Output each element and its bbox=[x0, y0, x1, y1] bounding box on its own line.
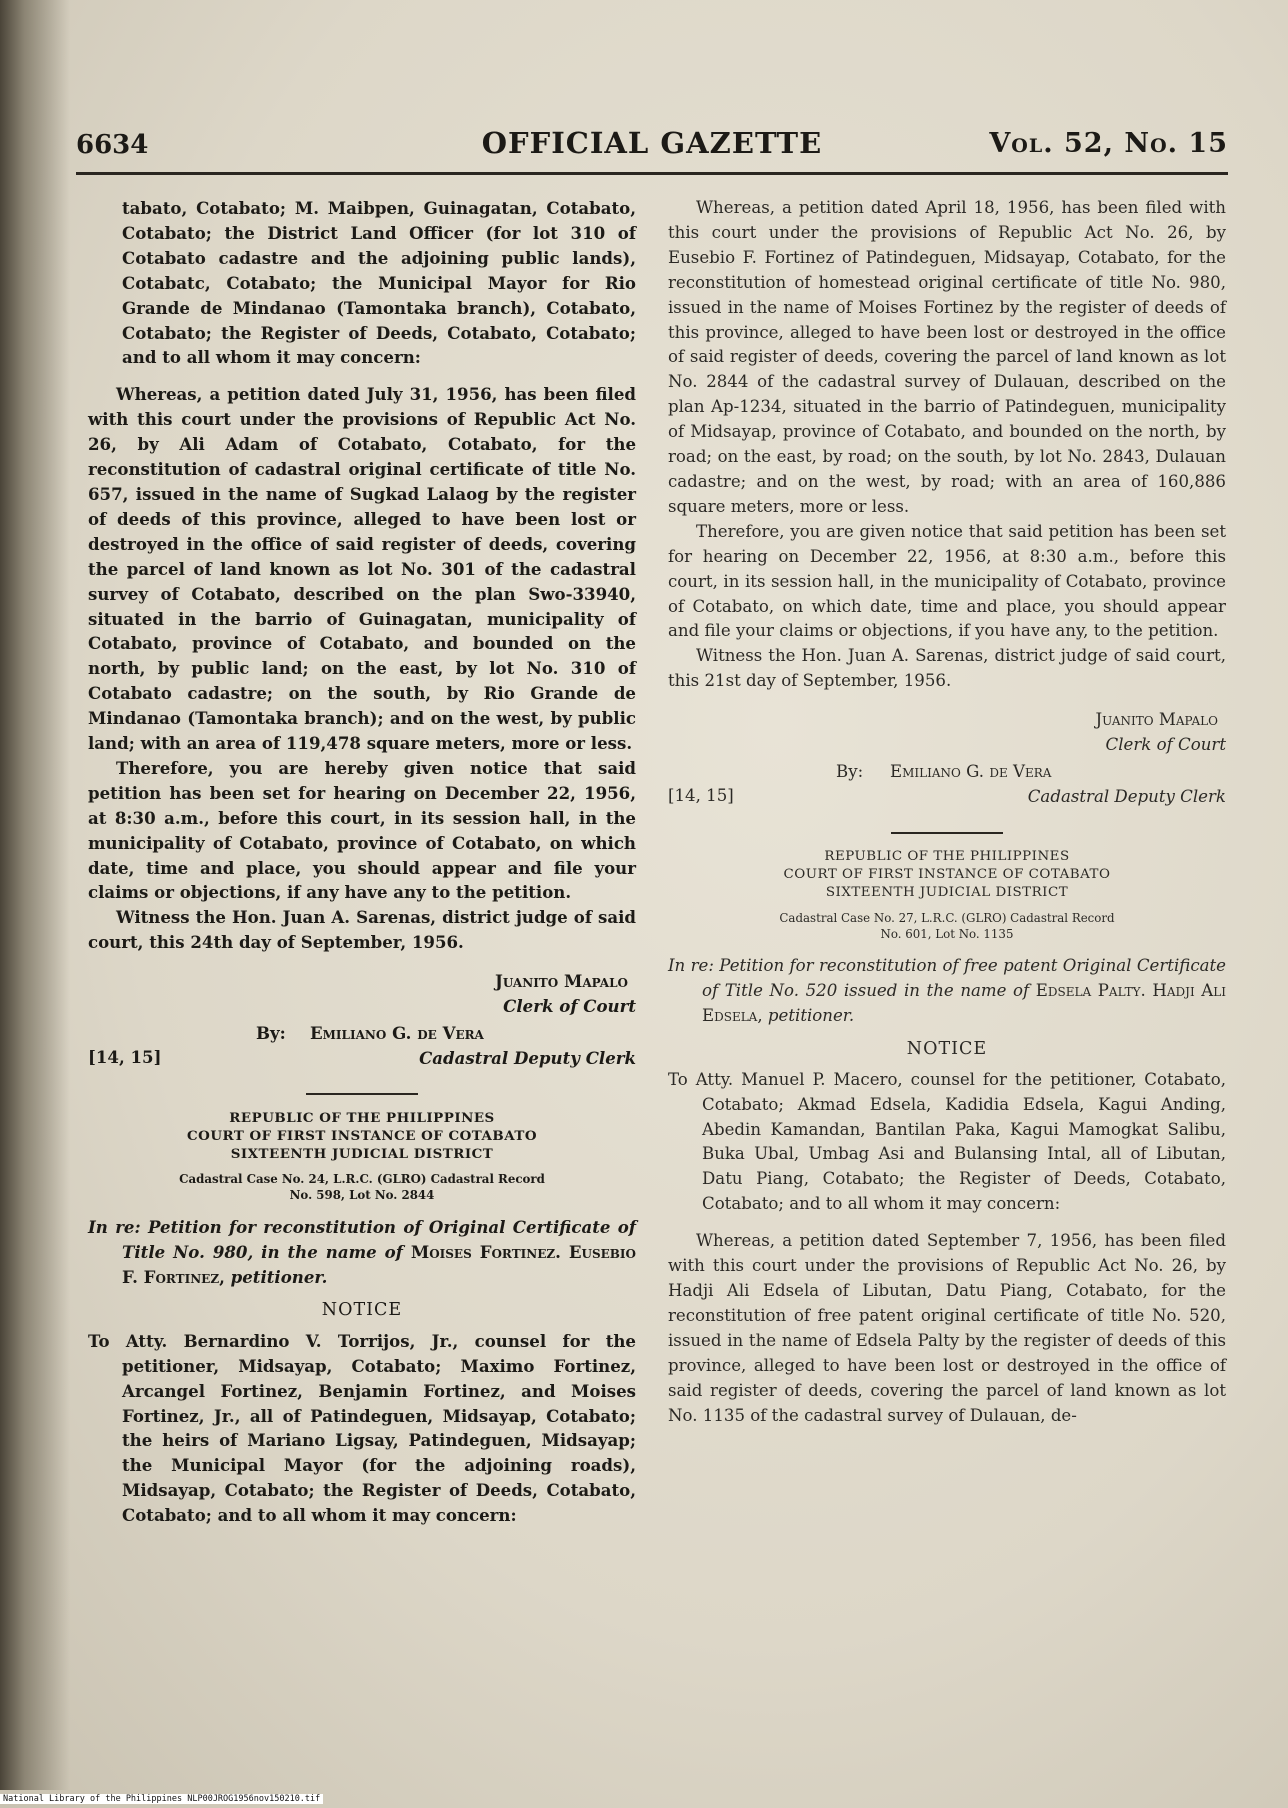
case-info bbox=[668, 910, 1226, 942]
left-intro-paragraph: tabato, Cotabato; M. Maibpen, Guinagatan, Cotabato, Cotabato; the District Land Officer (for lot 310 of Cotabato cadastre and the adjoining public lands), Cotabatc, Cotabato; the Municipal Mayor for Rio Grande de Mindanao (Tamontaka branch), Cotabato, Cotabato; the Register of Deeds, Cotabato, Cotabato; and to all whom it may concern: bbox=[122, 198, 636, 368]
court-heading bbox=[88, 1109, 636, 1163]
clerk-role: Clerk of Court bbox=[503, 996, 636, 1017]
in-re-petitioner: Hadji Ali Edsela, bbox=[702, 981, 1226, 1025]
volume-number: Vol. 52, No. 15 bbox=[989, 128, 1228, 159]
in-re-text: In re: Petition for reconstitution of Original Certificate of Title No. 980, in the name of bbox=[88, 1217, 636, 1263]
header-rule bbox=[76, 172, 1228, 175]
right-clerk-signature bbox=[668, 708, 1226, 760]
left-whereas-paragraph: Whereas, a petition dated July 31, 1956, has been filed with this court under the provisions of Republic Act No. 26, by Ali Adam of Cotabato, Cotabato, for the reconstitution of cadastral original certificate of title No. 657, issued in the name of Sugkad Lalaog by the register of deeds of this province, alleged to have been lost or destroyed in the office of said register of deeds, covering the parcel of land known as lot No. 301 of the cadastral survey of Cotabato, described on the plan Swo-33940, situated in the barrio of Guinagatan, municipality of Cotabato, province of Cotabato, and bounded on the north, by public land; on the east, by lot No. 310 of Cotabato cadastre; on the south, by Rio Grande de Mindanao (Tamontaka branch); and on the west, by public land; with an area of 119,478 square meters, more or less. bbox=[88, 384, 636, 754]
case-line-1: Cadastral Case No. 24, L.R.C. (GLRO) Cadastral Record bbox=[179, 1172, 545, 1187]
in-re-caption bbox=[668, 954, 1226, 1029]
clerk-name: Juanito Mapalo bbox=[494, 971, 628, 992]
deputy-role: Cadastral Deputy Clerk bbox=[1027, 787, 1226, 807]
clerk-name: Juanito Mapalo bbox=[1095, 710, 1218, 730]
by-label: By: bbox=[836, 762, 864, 782]
in-re-caption bbox=[88, 1215, 636, 1290]
section-divider bbox=[891, 832, 1003, 834]
publication-title: OFFICIAL GAZETTE bbox=[481, 126, 823, 160]
district-heading: SIXTEENTH JUDICIAL DISTRICT bbox=[230, 1146, 494, 1163]
deputy-role: Cadastral Deputy Clerk bbox=[419, 1048, 636, 1069]
right-witness-paragraph: Witness the Hon. Juan A. Sarenas, district judge of said court, this 21st day of September, 1956. bbox=[668, 646, 1226, 691]
clerk-role: Clerk of Court bbox=[1105, 735, 1226, 755]
page-number: 6634 bbox=[76, 130, 149, 160]
scan-footer-label: National Library of the Philippines NLP00JROG1956nov150210.tif bbox=[0, 1794, 323, 1804]
district-heading: SIXTEENTH JUDICIAL DISTRICT bbox=[825, 885, 1069, 901]
left-addressee-paragraph: To Atty. Bernardino V. Torrijos, Jr., counsel for the petitioner, Midsayap, Cotabato; Maximo Fortinez, Arcangel Fortinez, Benjamin Fortinez, and Moises Fortinez, Jr., all of Patindeguen, Midsayap, Cotabato; the heirs of Mariano Ligsay, Patindeguen, Midsayap; the Municipal Mayor (for the adjoining roads), Midsayap, Cotabato; the Register of Deeds, Cotabato, Cotabato; and to all whom it may concern: bbox=[88, 1330, 636, 1526]
republic-heading: REPUBLIC OF THE PHILIPPINES bbox=[824, 849, 1070, 865]
in-re-owner: Moises Fortinez. bbox=[410, 1242, 561, 1263]
issue-reference: [14, 15] bbox=[88, 1047, 162, 1068]
left-witness-paragraph: Witness the Hon. Juan A. Sarenas, district judge of said court, this 24th day of September, 1956. bbox=[88, 907, 636, 953]
in-re-petitioner-label: petitioner. bbox=[230, 1267, 328, 1287]
book-spine-shadow bbox=[0, 0, 70, 1790]
court-name-heading: COURT OF FIRST INSTANCE OF COTABATO bbox=[783, 867, 1111, 883]
right-deputy-signature bbox=[668, 760, 1226, 820]
deputy-name: Emiliano G. de Vera bbox=[310, 1023, 484, 1044]
court-heading bbox=[668, 848, 1226, 902]
by-label: By: bbox=[256, 1023, 286, 1044]
section-divider bbox=[306, 1093, 418, 1095]
republic-heading: REPUBLIC OF THE PHILIPPINES bbox=[229, 1110, 495, 1127]
case-line-2: No. 601, Lot No. 1135 bbox=[880, 927, 1014, 942]
left-column bbox=[88, 196, 636, 1528]
left-therefore-paragraph: Therefore, you are hereby given notice that said petition has been set for hearing on December 22, 1956, at 8:30 a.m., before this court, in its session hall, in the municipality of Cotabato, province of Cotabato, on which date, time and place, you should appear and file your claims or objections, if any have any to the petition. bbox=[88, 757, 636, 903]
right-whereas-paragraph: Whereas, a petition dated April 18, 1956, has been filed with this court under the provisions of Republic Act No. 26, by Eusebio F. Fortinez of Patindeguen, Midsayap, Cotabato, for the reconstitution of homestead original certificate of title No. 980, issued in the name of Moises Fortinez by the register of deeds of this province, alleged to have been lost or destroyed in the office of said register of deeds, covering the parcel of land known as lot No. 2844 of the cadastral survey of Dulauan, described on the plan Ap-1234, situated in the barrio of Patindeguen, municipality of Midsayap, province of Cotabato, and bounded on the north, by road; on the east, by road; on the south, by lot No. 2843, Dulauan cadastre; and on the west, by road; with an area of 160,886 square meters, more or less. bbox=[668, 198, 1226, 516]
right-second-whereas-paragraph: Whereas, a petition dated September 7, 1956, has been filed with this court under the provisions of Republic Act No. 26, by Hadji Ali Edsela of Libutan, Datu Piang, Cotabato, for the reconstitution of free patent original certificate of title No. 520, issued in the name of Edsela Palty by the register of deeds of this province, alleged to have been lost or destroyed in the office of said register of deeds, covering the parcel of land known as lot No. 1135 of the cadastral survey of Dulauan, de- bbox=[668, 1231, 1226, 1425]
case-line-2: No. 598, Lot No. 2844 bbox=[289, 1188, 435, 1203]
right-addressee-paragraph: To Atty. Manuel P. Macero, counsel for the petitioner, Cotabato, Cotabato; Akmad Edsela, Kadidia Edsela, Kagui Anding, Abedin Kamandan, Bantilan Paka, Kagui Mamogkat Salibu, Buka Ubal, Umbag Asi and Bulansing Intal, all of Libutan, Datu Piang, Cotabato; the Register of Deeds, Cotabato, Cotabato; and to all whom it may concern: bbox=[668, 1069, 1226, 1214]
court-name-heading: COURT OF FIRST INSTANCE OF COTABATO bbox=[187, 1128, 537, 1145]
left-clerk-signature bbox=[88, 969, 636, 1021]
case-info bbox=[88, 1171, 636, 1203]
in-re-text: In re: Petition for reconstitution of free patent Original Certificate of Title No. 520 issued in the name of bbox=[668, 956, 1226, 1001]
in-re-owner: Edsela Palty. bbox=[1035, 981, 1146, 1001]
in-re-petitioner-label: petitioner. bbox=[767, 1005, 855, 1025]
left-deputy-signature bbox=[88, 1021, 636, 1081]
page-header bbox=[76, 126, 1228, 166]
deputy-name: Emiliano G. de Vera bbox=[890, 762, 1052, 782]
issue-reference: [14, 15] bbox=[668, 786, 734, 806]
right-therefore-paragraph: Therefore, you are given notice that said petition has been set for hearing on December 22, 1956, at 8:30 a.m., before this court, in its session hall, in the municipality of Cotabato, province of Cotabato, on which date, time and place, you should appear and file your claims or objections, if you have any, to the petition. bbox=[668, 521, 1226, 641]
case-line-1: Cadastral Case No. 27, L.R.C. (GLRO) Cadastral Record bbox=[779, 911, 1115, 926]
in-re-petitioner: Eusebio F. Fortinez, bbox=[122, 1242, 636, 1287]
notice-heading: NOTICE bbox=[906, 1038, 988, 1059]
right-column bbox=[668, 196, 1226, 1428]
notice-heading: NOTICE bbox=[321, 1299, 403, 1320]
